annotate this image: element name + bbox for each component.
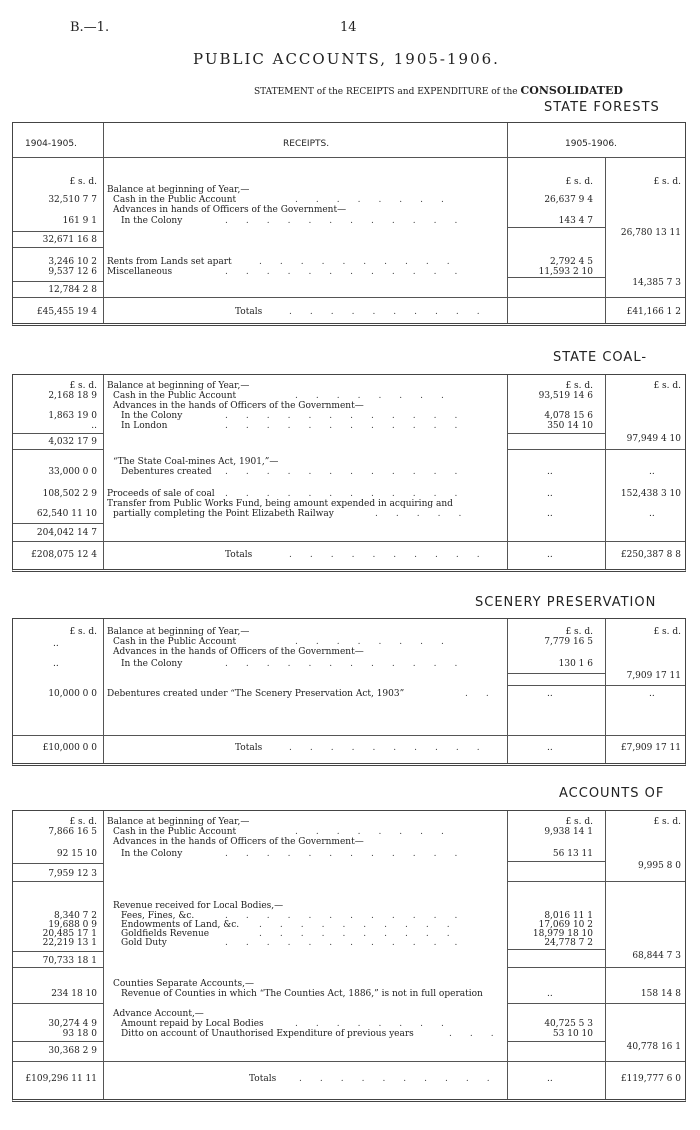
leader-dots: ............ bbox=[225, 489, 476, 499]
value: 1,863 19 0 bbox=[48, 411, 97, 421]
section-heading-accounts-of: ACCOUNTS OF bbox=[559, 786, 665, 801]
value: .. bbox=[547, 550, 553, 560]
leader-dots: ............ bbox=[225, 267, 476, 277]
leader-dots: ............ bbox=[225, 849, 476, 859]
total-cur: £119,777 6 0 bbox=[620, 1074, 681, 1084]
row-label: Endowments of Land, &c. bbox=[121, 920, 240, 930]
value: 19,688 0 9 bbox=[48, 920, 97, 930]
lsd-header: £ s. d. bbox=[565, 817, 593, 827]
value: 7,779 16 5 bbox=[544, 637, 593, 647]
leader-dots: ........ bbox=[295, 637, 462, 647]
totals-label: Totals bbox=[249, 1074, 277, 1084]
value: 161 9 1 bbox=[62, 216, 97, 226]
value: .. bbox=[547, 509, 553, 519]
row-label: Gold Duty bbox=[121, 938, 167, 948]
row-label: Cash in the Public Account bbox=[113, 637, 237, 647]
subtotal: 40,778 16 1 bbox=[626, 1042, 681, 1052]
value: .. bbox=[91, 421, 97, 431]
value: 62,540 11 10 bbox=[36, 509, 97, 519]
subtotal: 7,909 17 11 bbox=[626, 671, 681, 681]
value: .. bbox=[547, 1074, 553, 1084]
value: .. bbox=[53, 659, 59, 669]
value: 9,938 14 1 bbox=[544, 827, 593, 837]
value: 9,537 12 6 bbox=[48, 267, 97, 277]
value: 24,778 7 2 bbox=[544, 938, 593, 948]
value: 32,510 7 7 bbox=[48, 195, 97, 205]
value: .. bbox=[547, 467, 553, 477]
row-label: Advances in the hands of Officers of the Government— bbox=[113, 401, 364, 411]
leader-dots: ............ bbox=[225, 216, 476, 226]
row-label: “The State Coal-mines Act, 1901,”— bbox=[113, 457, 279, 467]
value: 11,593 2 10 bbox=[538, 267, 593, 277]
total-cur: £7,909 17 11 bbox=[620, 743, 681, 753]
row-label: In the Colony bbox=[121, 216, 183, 226]
row-label: Revenue received for Local Bodies,— bbox=[113, 901, 284, 911]
value: 56 13 11 bbox=[552, 849, 593, 859]
row-label: Revenue of Counties in which “The Counties Act, 1886,” is not in full operation bbox=[121, 989, 483, 999]
value: 2,168 18 9 bbox=[48, 391, 97, 401]
subtotal: 97,949 4 10 bbox=[626, 434, 681, 444]
row-label: Balance at beginning of Year,— bbox=[107, 817, 250, 827]
value: 2,792 4 5 bbox=[550, 257, 593, 267]
value: 93 18 0 bbox=[62, 1029, 97, 1039]
value: 40,725 5 3 bbox=[544, 1019, 593, 1029]
page-number: 14 bbox=[340, 20, 357, 35]
value: 20,485 17 1 bbox=[42, 929, 97, 939]
section-heading-scenery: SCENERY PRESERVATION bbox=[475, 595, 657, 610]
statement-bold: CONSOLIDATED bbox=[520, 84, 623, 97]
row-label: Balance at beginning of Year,— bbox=[107, 627, 250, 637]
row-label: Miscellaneous bbox=[107, 267, 173, 277]
leader-dots: ............ bbox=[225, 467, 476, 477]
value: 17,069 10 2 bbox=[538, 920, 593, 930]
row-label: Advances in hands of Officers of the Government— bbox=[113, 205, 347, 215]
subtotal: 9,995 8 0 bbox=[638, 861, 681, 871]
value: 92 15 10 bbox=[56, 849, 97, 859]
col-header-prev-year: 1904-1905. bbox=[25, 139, 77, 149]
row-label: partially completing the Point Elizabeth Railway bbox=[113, 509, 334, 519]
subtotal: 26,780 13 11 bbox=[620, 228, 681, 238]
value: .. bbox=[53, 639, 59, 649]
row-label: In the Colony bbox=[121, 411, 183, 421]
row-label: Ditto on account of Unauthorised Expenditure of previous years bbox=[121, 1029, 414, 1039]
leader-dots: ..... bbox=[375, 509, 480, 519]
subtotal: 32,671 16 8 bbox=[42, 235, 97, 245]
value: 7,866 16 5 bbox=[48, 827, 97, 837]
subtotal: 30,368 2 9 bbox=[48, 1046, 97, 1056]
totals-label: Totals bbox=[235, 743, 263, 753]
value: 26,637 9 4 bbox=[544, 195, 593, 205]
value: 108,502 2 9 bbox=[42, 489, 97, 499]
value: 143 4 7 bbox=[558, 216, 593, 226]
value: .. bbox=[547, 743, 553, 753]
row-label: Advances in the hands of Officers of the Government— bbox=[113, 837, 364, 847]
total-prev: £10,000 0 0 bbox=[42, 743, 97, 753]
value: .. bbox=[649, 509, 655, 519]
value: 22,219 13 1 bbox=[42, 938, 97, 948]
row-label: Debentures created under “The Scenery Preservation Act, 1903” bbox=[107, 689, 405, 699]
totals-label: Totals bbox=[235, 307, 263, 317]
leader-dots: .......... bbox=[289, 307, 498, 317]
lsd-header: £ s. d. bbox=[653, 627, 681, 637]
value: 93,519 14 6 bbox=[538, 391, 593, 401]
value: .. bbox=[547, 989, 553, 999]
leader-dots: .......... bbox=[289, 550, 498, 560]
total-cur: £41,166 1 2 bbox=[626, 307, 681, 317]
page-title: PUBLIC ACCOUNTS, 1905-1906. bbox=[193, 50, 500, 68]
row-label: Cash in the Public Account bbox=[113, 391, 237, 401]
value: .. bbox=[649, 689, 655, 699]
leader-dots: .......... bbox=[259, 929, 468, 939]
totals-label: Totals bbox=[225, 550, 253, 560]
value: 158 14 8 bbox=[640, 989, 681, 999]
row-label: Counties Separate Accounts,— bbox=[113, 979, 254, 989]
row-label: Advance Account,— bbox=[113, 1009, 204, 1019]
section-heading-state-forests: STATE FORESTS bbox=[544, 100, 660, 115]
row-label: Transfer from Public Works Fund, being amount expended in acquiring and bbox=[107, 499, 453, 509]
leader-dots: ........ bbox=[295, 1019, 462, 1029]
row-label: Proceeds of sale of coal bbox=[107, 489, 215, 499]
col-header-receipts: RECEIPTS. bbox=[283, 139, 330, 149]
row-label: Rents from Lands set apart bbox=[107, 257, 232, 267]
leader-dots: ............ bbox=[225, 411, 476, 421]
value: 152,438 3 10 bbox=[620, 489, 681, 499]
row-label: Balance at beginning of Year,— bbox=[107, 381, 250, 391]
value: 4,078 15 6 bbox=[544, 411, 593, 421]
value: 18,979 18 10 bbox=[532, 929, 593, 939]
lsd-header: £ s. d. bbox=[69, 627, 97, 637]
lsd-header: £ s. d. bbox=[565, 627, 593, 637]
lsd-header: £ s. d. bbox=[653, 381, 681, 391]
value: 3,246 10 2 bbox=[48, 257, 97, 267]
total-prev: £45,455 19 4 bbox=[36, 307, 97, 317]
row-label: In London bbox=[121, 421, 168, 431]
leader-dots: ............ bbox=[225, 421, 476, 431]
leader-dots: ............ bbox=[225, 911, 476, 921]
row-label: Debentures created bbox=[121, 467, 212, 477]
subtotal: 7,959 12 3 bbox=[48, 869, 97, 879]
lsd-header: £ s. d. bbox=[653, 817, 681, 827]
leader-dots: ........ bbox=[295, 391, 462, 401]
total-cur: £250,387 8 8 bbox=[620, 550, 681, 560]
table-state-forests bbox=[12, 122, 686, 326]
value: 30,274 4 9 bbox=[48, 1019, 97, 1029]
row-label: Balance at beginning of Year,— bbox=[107, 185, 250, 195]
lsd-header: £ s. d. bbox=[565, 381, 593, 391]
value: .. bbox=[547, 689, 553, 699]
leader-dots: ............ bbox=[225, 659, 476, 669]
leader-dots: .......... bbox=[299, 1074, 508, 1084]
leader-dots: .......... bbox=[259, 920, 468, 930]
table-accounts-of bbox=[12, 810, 686, 1102]
subtotal: 70,733 18 1 bbox=[42, 956, 97, 966]
value: .. bbox=[547, 489, 553, 499]
row-label: Cash in the Public Account bbox=[113, 827, 237, 837]
statement-prefix: STATEMENT of the RECEIPTS and EXPENDITURE of the bbox=[254, 87, 518, 97]
value: 234 18 10 bbox=[51, 989, 97, 999]
lsd-header: £ s. d. bbox=[565, 177, 593, 187]
total-prev: £208,075 12 4 bbox=[31, 550, 97, 560]
lsd-header: £ s. d. bbox=[653, 177, 681, 187]
lsd-header: £ s. d. bbox=[69, 817, 97, 827]
total-prev: £109,296 11 11 bbox=[25, 1074, 97, 1084]
leader-dots: ... bbox=[449, 1029, 512, 1039]
value: 33,000 0 0 bbox=[48, 467, 97, 477]
value: .. bbox=[649, 467, 655, 477]
row-label: Amount repaid by Local Bodies bbox=[121, 1019, 264, 1029]
leader-dots: ........ bbox=[295, 195, 462, 205]
value: 10,000 0 0 bbox=[48, 689, 97, 699]
row-label: Cash in the Public Account bbox=[113, 195, 237, 205]
row-label: In the Colony bbox=[121, 659, 183, 669]
subtotal: 4,032 17 9 bbox=[48, 437, 97, 447]
subtotal: 14,385 7 3 bbox=[632, 278, 681, 288]
lsd-header: £ s. d. bbox=[69, 381, 97, 391]
lsd-header: £ s. d. bbox=[69, 177, 97, 187]
col-header-cur-year: 1905-1906. bbox=[565, 139, 617, 149]
section-heading-state-coal: STATE COAL- bbox=[553, 350, 648, 365]
leader-dots: ........ bbox=[295, 827, 462, 837]
leader-dots: .. bbox=[465, 689, 507, 699]
value: 350 14 10 bbox=[547, 421, 593, 431]
statement-heading bbox=[254, 84, 623, 97]
row-label: In the Colony bbox=[121, 849, 183, 859]
value: 8,340 7 2 bbox=[54, 911, 97, 921]
subtotal: 68,844 7 3 bbox=[632, 951, 681, 961]
table-state-coal bbox=[12, 374, 686, 572]
leader-dots: ............ bbox=[225, 938, 476, 948]
leader-dots: .......... bbox=[259, 257, 468, 267]
subtotal: 204,042 14 7 bbox=[36, 528, 97, 538]
value: 8,016 11 1 bbox=[544, 911, 593, 921]
value: 130 1 6 bbox=[558, 659, 593, 669]
subtotal: 12,784 2 8 bbox=[48, 285, 97, 295]
table-scenery bbox=[12, 618, 686, 766]
leader-dots: .......... bbox=[289, 743, 498, 753]
row-label: Goldfields Revenue bbox=[121, 929, 210, 939]
page-reference: B.—1. bbox=[70, 20, 110, 35]
value: 53 10 10 bbox=[552, 1029, 593, 1039]
row-label: Fees, Fines, &c. bbox=[121, 911, 195, 921]
row-label: Advances in the hands of Officers of the Government— bbox=[113, 647, 364, 657]
